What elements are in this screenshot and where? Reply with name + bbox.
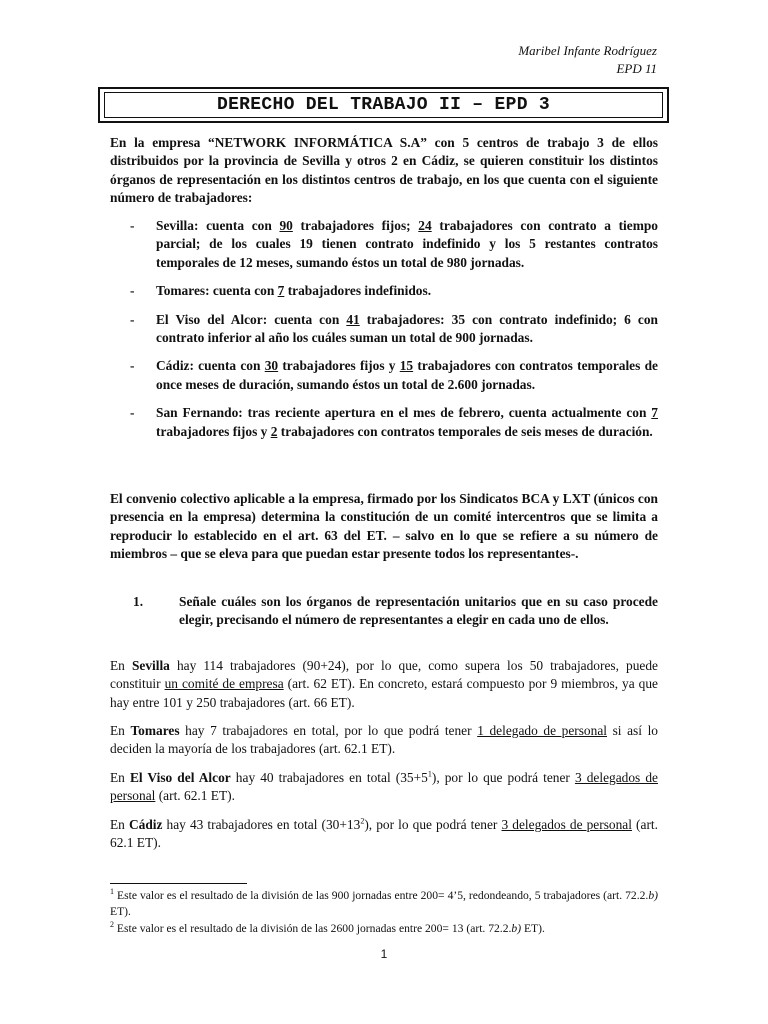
answer-tomares: En Tomares hay 7 trabajadores en total, por lo que podrá tener 1 delegado de personal si así lo deciden la mayoría de los trabajadores (art. 62.1 ET).: [110, 723, 658, 757]
intro-paragraph: En la empresa “NETWORK INFORMÁTICA S.A” con 5 centros de trabajo 3 de ellos distribuidos por la provincia de Sevilla y otros 2 en Cádiz, se quieren constituir los distintos órganos de representación en los distintos centros de trabajo, en los que cuenta con el siguiente número de trabajadores:: [110, 135, 658, 206]
footnote-1: $^1$ Este valor es el resultado de la división de las 900 jornadas entre 200= 4’5, redondeando, 5 trabajadores (art. 72.2.b) ET).: [110, 887, 658, 919]
footnote-ref-1[interactable]: 1: [427, 769, 432, 779]
title-box: [98, 87, 669, 123]
header-author: Maribel Infante Rodríguez: [518, 43, 657, 58]
question-1: [133, 593, 658, 630]
list-item-viso: - El Viso del Alcor: cuenta con 41 trabajadores: 35 con contrato indefinido; 6 con contrato inferior al año los cuáles suman un total de 900 jornadas.: [130, 311, 659, 346]
answer-viso: En El Viso del Alcor hay 40 trabajadores en total $(35+5^1)$, por lo que podrá tener 3 delegados de personal (art. 62.1 ET).: [110, 769, 658, 804]
bullet-dash: -: [130, 283, 135, 299]
question-number: 1.: [133, 594, 144, 609]
footnote-separator: [110, 883, 247, 884]
center-list: [130, 217, 658, 441]
list-item-sanfernando: - San Fernando: tras reciente apertura en el mes de febrero, cuenta actualmente con 7 trabajadores fijos y 2 trabajadores con contratos temporales de seis meses de duración.: [130, 405, 658, 439]
page-number: 1: [380, 947, 388, 961]
bullet-dash: -: [130, 405, 135, 421]
title-box-inner: [104, 92, 663, 118]
convenio-paragraph: El convenio colectivo aplicable a la empresa, firmado por los Sindicatos BCA y LXT (únicos con presencia en la empresa) determina la constitución de un comité intercentros que se limita a reproducir lo establecido en el art. 63 del ET. – salvo en lo que se refiere a su número de miembros – que se eleva para que puedan estar presente todos los representantes-.: [110, 491, 658, 562]
list-item-sevilla: - Sevilla: cuenta con 90 trabajadores fijos; 24 trabajadores con contrato a tiempo parcial; de los cuales 19 tienen contrato indefinido y los 5 restantes contratos temporales de 12 meses, sumando éstos un total de 980 jornadas.: [130, 218, 659, 270]
footnote-2: $^2$ Este valor es el resultado de la división de las 2600 jornadas entre 200= 13 (art. 72.2.b) ET).: [110, 919, 545, 935]
list-item-tomares: - Tomares: cuenta con 7 trabajadores indefinidos.: [130, 282, 658, 300]
footnote-ref-2[interactable]: 2: [360, 816, 365, 826]
bullet-dash: -: [130, 358, 135, 374]
answer-sevilla: En Sevilla hay 114 trabajadores (90+24), por lo que, como supera los 50 trabajadores, puede constituir un comité de empresa (art. 62 ET). En concreto, estará compuesto por 9 miembros, ya que hay entre 101 y 250 trabajadores (art. 66 ET).: [110, 658, 658, 710]
document-title: DERECHO DEL TRABAJO II – EPD 3: [216, 95, 551, 115]
footnotes: [110, 888, 658, 937]
list-item-cadiz: - Cádiz: cuenta con 30 trabajadores fijos y 15 trabajadores con contratos temporales de once meses de duración, sumando éstos un total de 2.600 jornadas.: [130, 358, 658, 392]
answer-cadiz: En Cádiz hay 43 trabajadores en total $(30+13^2)$, por lo que podrá tener 3 delegados de personal (art. 62.1 ET).: [110, 816, 658, 851]
page-header: [518, 42, 657, 78]
bullet-dash: -: [130, 218, 135, 233]
question-text: Señale cuáles son los órganos de representación unitarios que en su caso procede elegir, precisando el número de representantes a elegir en cada uno de ellos.: [179, 594, 658, 628]
bullet-dash: -: [130, 311, 135, 327]
header-course: EPD 11: [616, 61, 657, 76]
